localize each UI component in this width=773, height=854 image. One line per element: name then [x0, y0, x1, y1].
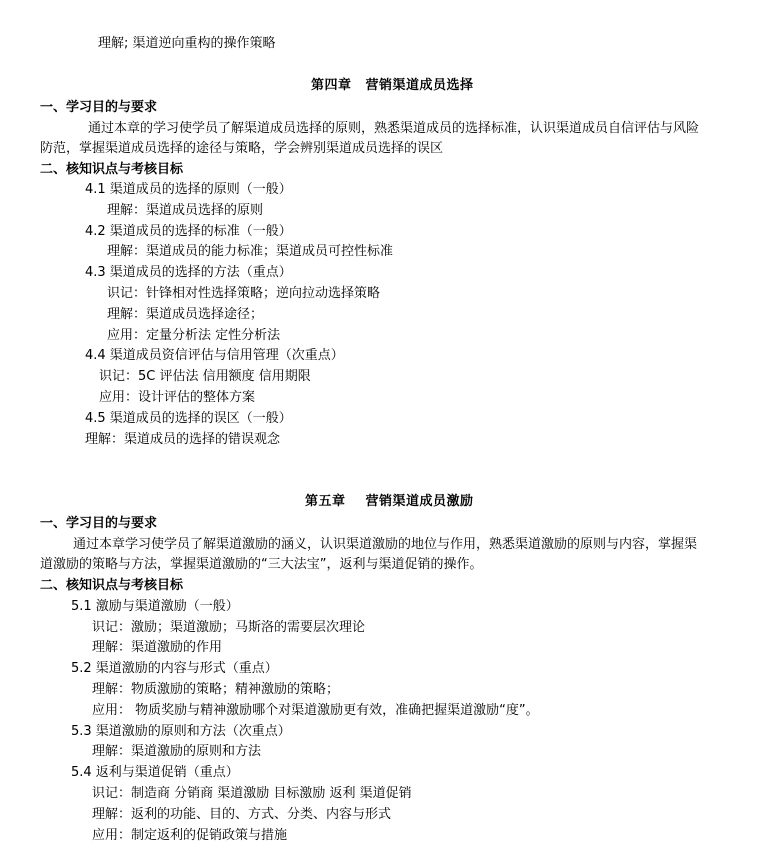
chapter4-section1-heading: 一、学习目的与要求 [40, 100, 158, 115]
chapter4-item-detail: 应用：设计评估的整体方案 [99, 390, 256, 405]
chapter5-item-detail: 识记：制造商 分销商 渠道激励 目标激励 返利 渠道促销 [92, 786, 412, 801]
chapter4-item-detail: 识记：针锋相对性选择策略；逆向拉动选择策略 [107, 286, 381, 301]
chapter4-item-detail: 理解：渠道成员的能力标准；渠道成员可控性标准 [107, 244, 394, 259]
chapter5-item-detail: 理解：渠道激励的原则和方法 [92, 744, 262, 759]
chapter5-section1-heading: 一、学习目的与要求 [40, 516, 158, 531]
chapter4-item-detail: 识记：5C 评估法 信用额度 信用期限 [99, 369, 311, 384]
chapter5-item-detail: 应用：制定返利的促销政策与措施 [92, 828, 288, 843]
chapter5-item-detail: 理解：返利的功能、目的、方式、分类、内容与形式 [92, 807, 392, 822]
chapter4-item-detail: 理解：渠道成员选择途径； [107, 307, 264, 322]
chapter5-item-detail: 理解：物质激励的策略；精神激励的策略； [92, 682, 340, 697]
chapter4-title-name: 营销渠道成员选择 [365, 78, 474, 93]
chapter4-section1-para-line2: 防范，掌握渠道成员选择的途径与策略，学会辨别渠道成员选择的误区 [40, 141, 444, 156]
top-line: 理解; 渠道逆向重构的操作策略 [98, 36, 276, 51]
chapter5-section2-heading: 二、核知识点与考核目标 [40, 578, 184, 593]
chapter5-title-num: 第五章 [305, 494, 346, 509]
chapter4-section1-para-line1: 通过本章的学习使学员了解渠道成员选择的原则，熟悉渠道成员的选择标准，认识渠道成员自信评估与风险 [88, 121, 700, 136]
chapter4-item-detail: 理解：渠道成员选择的原则 [107, 203, 264, 218]
chapter4-title-num: 第四章 [311, 78, 352, 93]
chapter4-item-title: 4.3 渠道成员的选择的方法（重点） [85, 265, 292, 280]
chapter5-item-detail: 应用： 物质奖励与精神激励哪个对渠道激励更有效，准确把握渠道激励“度”。 [92, 703, 539, 718]
chapter5-item-title: 5.3 渠道激励的原则和方法（次重点） [71, 724, 291, 739]
chapter5-item-title: 5.1 激励与渠道激励（一般） [71, 599, 239, 614]
chapter5-item-title: 5.4 返利与渠道促销（重点） [71, 765, 239, 780]
chapter4-item-title: 4.5 渠道成员的选择的误区（一般） [85, 411, 292, 426]
chapter5-section1-para-line1: 通过本章学习使学员了解渠道激励的涵义，认识渠道激励的地位与作用，熟悉渠道激励的原则与内容，掌握渠 [73, 537, 698, 552]
chapter4-section2-heading: 二、核知识点与考核目标 [40, 162, 184, 177]
chapter5-item-title: 5.2 渠道激励的内容与形式（重点） [71, 661, 278, 676]
chapter4-item-detail: 理解：渠道成员的选择的错误观念 [85, 432, 281, 447]
chapter5-section1-para-line2: 道激励的策略与方法，掌握渠道激励的“三大法宝”，返利与渠道促销的操作。 [40, 557, 483, 572]
chapter5-title-name: 营销渠道成员激励 [365, 494, 474, 509]
chapter5-title [305, 492, 474, 512]
chapter4-title [311, 76, 474, 96]
chapter4-item-title: 4.1 渠道成员的选择的原则（一般） [85, 182, 292, 197]
chapter5-item-detail: 理解：渠道激励的作用 [92, 640, 223, 655]
chapter4-item-detail: 应用：定量分析法 定性分析法 [107, 328, 281, 343]
chapter4-item-title: 4.2 渠道成员的选择的标准（一般） [85, 224, 292, 239]
chapter4-item-title: 4.4 渠道成员资信评估与信用管理（次重点） [85, 348, 344, 363]
chapter5-item-detail: 识记：激励；渠道激励；马斯洛的需要层次理论 [92, 620, 366, 635]
